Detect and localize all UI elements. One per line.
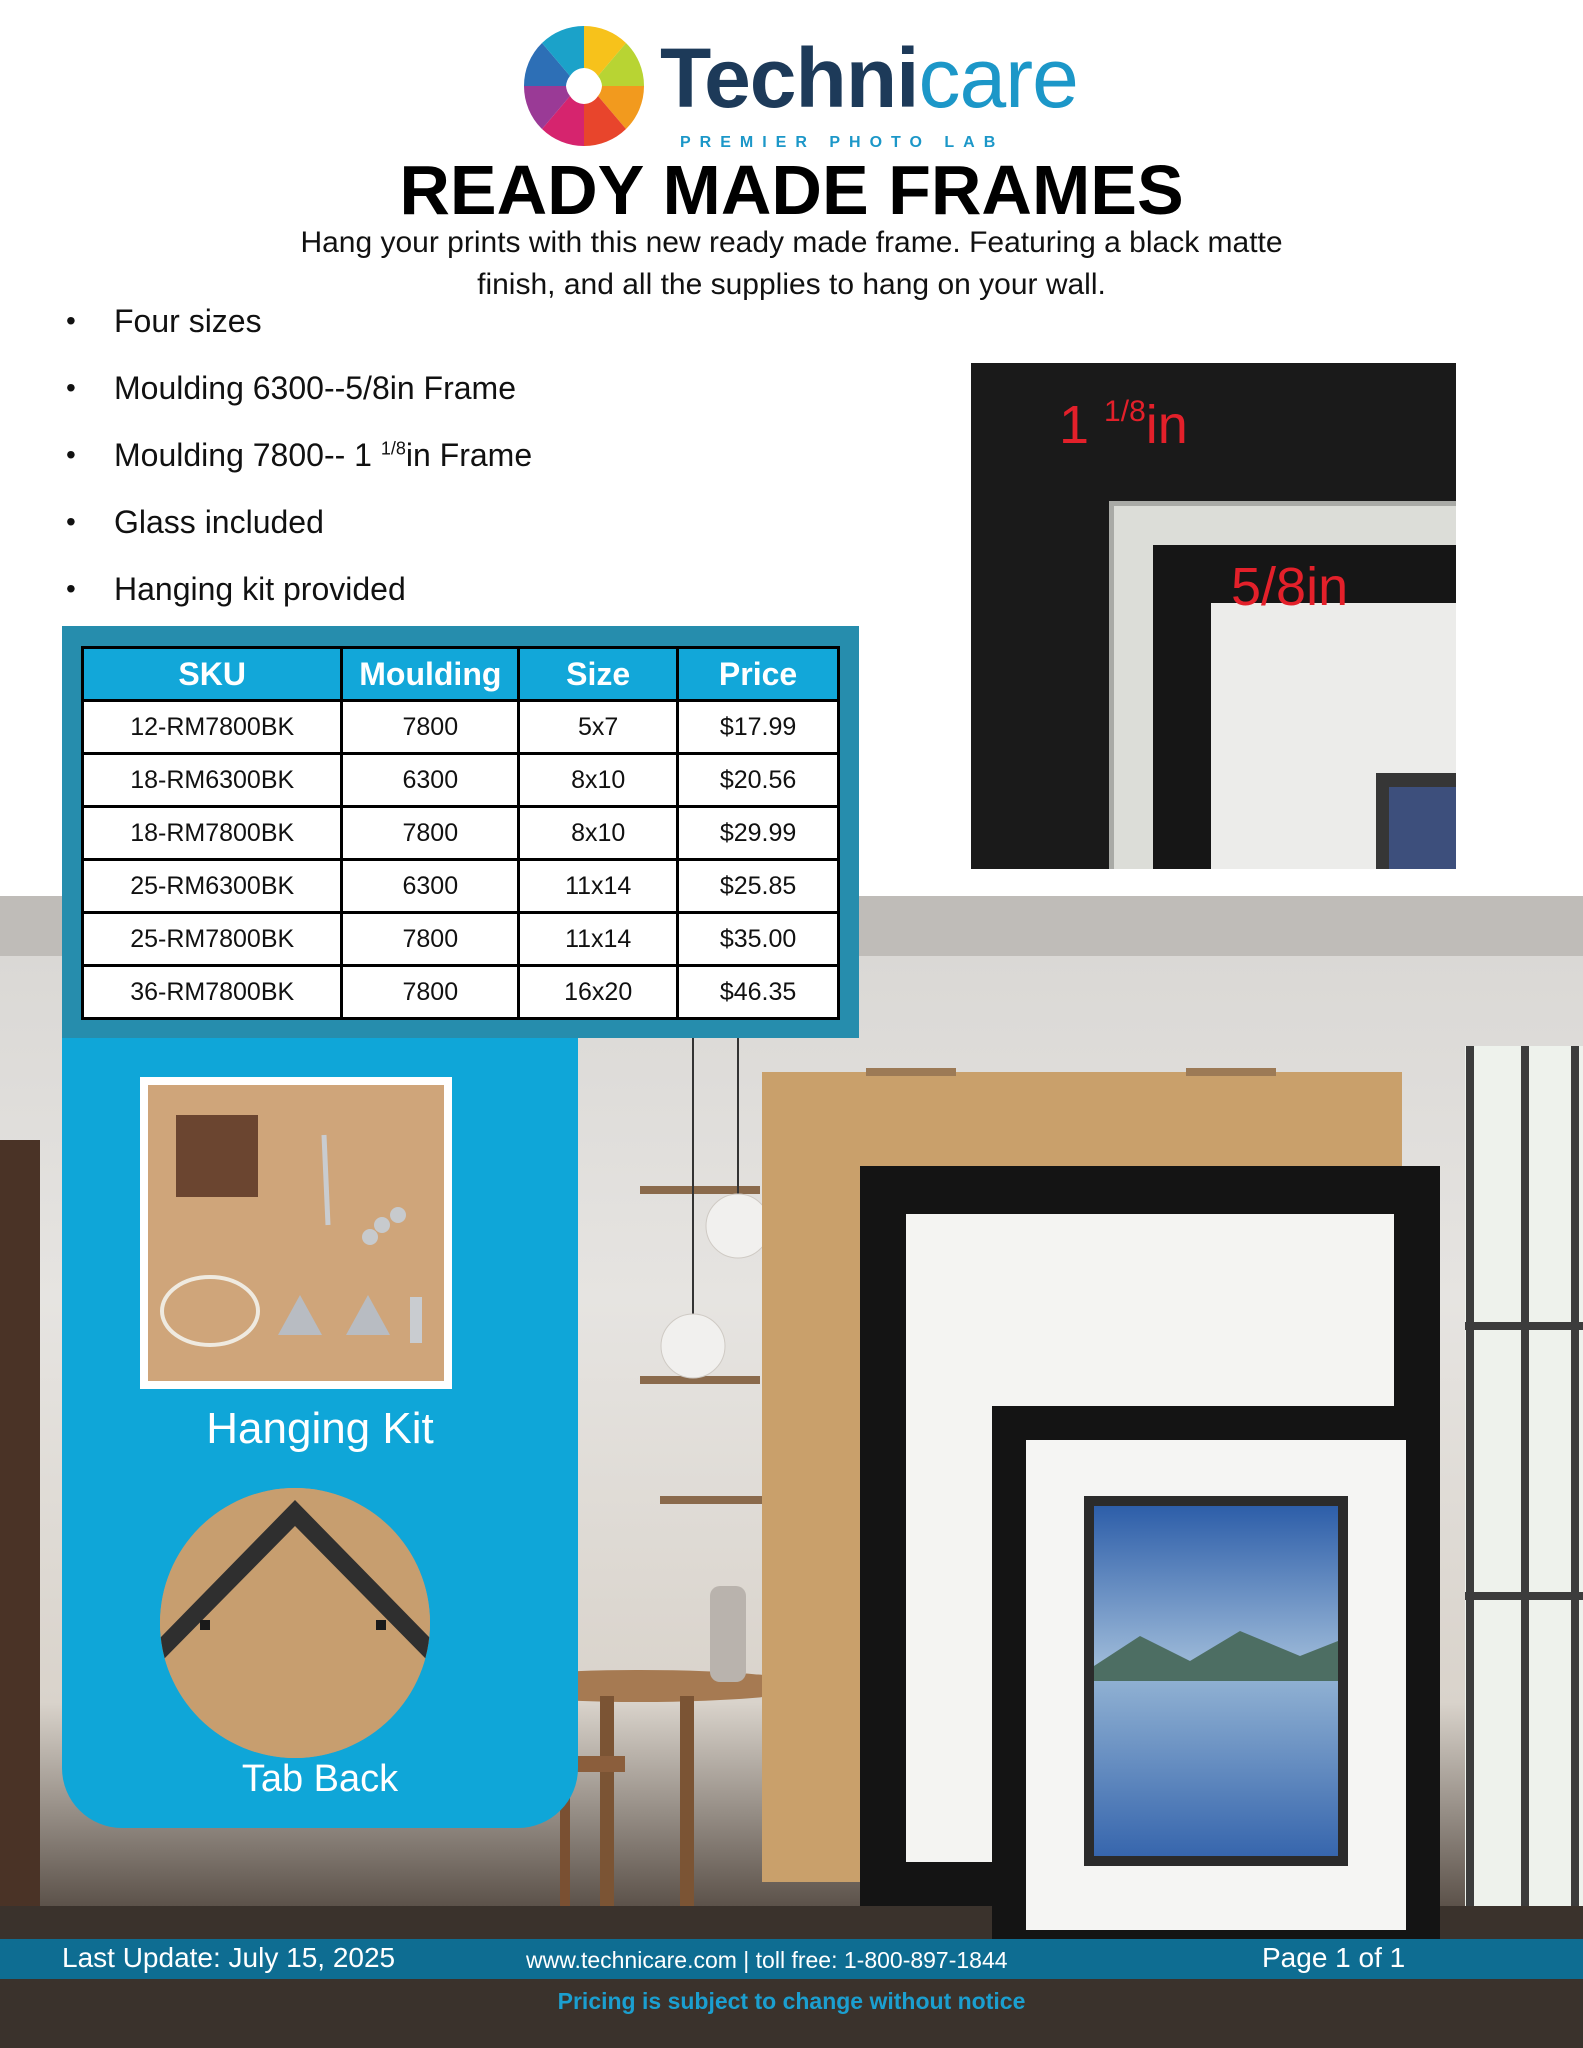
feature-item	[58, 298, 658, 365]
last-update-text: Last Update: July 15, 2025	[62, 1942, 396, 1973]
inner-photo	[1389, 787, 1456, 869]
price-cell: $35.00	[678, 913, 839, 966]
tab-back-label: Tab Back	[241, 1758, 399, 1800]
large-moulding-label: 1 $^{1/8}$in	[1059, 395, 1188, 455]
tab-back-photo	[160, 1488, 430, 1758]
pendant-lamp	[661, 1314, 725, 1378]
feature-fraction: 1/8	[380, 438, 406, 459]
screw	[374, 1217, 390, 1233]
moulding-cell: 7800	[342, 701, 519, 754]
sku-cell: 18-RM6300BK	[83, 754, 342, 807]
header-sku: SKU	[83, 648, 342, 701]
page-number: Page 1 of 1	[1262, 1942, 1406, 1973]
table-leg	[600, 1696, 614, 1936]
feature-text: Four sizes	[114, 303, 262, 339]
wood-panel	[0, 1140, 40, 1920]
sku-cell: 18-RM7800BK	[83, 807, 342, 860]
table-leg	[680, 1696, 694, 1936]
feature-text: Moulding 6300--5/8in Frame	[114, 370, 516, 406]
price-cell: $25.85	[678, 860, 839, 913]
size-cell: 11x14	[519, 860, 678, 913]
size-cell: 8x10	[519, 754, 678, 807]
frame-corner-illustration	[971, 363, 1456, 869]
tab-back-illustration	[160, 1488, 430, 1758]
technicare-logo	[520, 22, 1078, 151]
intro-text: Hang your prints with this new ready made frame. Featuring a black matte finish, and all the supplies to hang on your wall.	[300, 226, 1283, 301]
feature-item	[58, 566, 658, 633]
price-table-panel	[62, 626, 859, 1038]
size-cell: 11x14	[519, 913, 678, 966]
brand-name	[660, 31, 1078, 125]
size-cell: 5x7	[519, 701, 678, 754]
table-row	[83, 807, 839, 860]
vase	[710, 1586, 746, 1682]
feature-text: Hanging kit provided	[114, 571, 406, 607]
moulding-cell: 7800	[342, 913, 519, 966]
hanging-wire	[162, 1277, 258, 1345]
sku-cell: 12-RM7800BK	[83, 701, 342, 754]
sku-cell: 25-RM7800BK	[83, 913, 342, 966]
feature-item	[58, 365, 658, 432]
pricing-disclaimer: Pricing is subject to change without notice	[557, 1988, 1026, 2014]
hanging-kit-backdrop	[148, 1085, 444, 1381]
header-price: Price	[678, 648, 839, 701]
table-row	[83, 913, 839, 966]
moulding-cell: 7800	[342, 807, 519, 860]
hanging-kit-label: Hanging Kit	[206, 1404, 434, 1453]
shelf	[640, 1186, 760, 1194]
table-row	[83, 701, 839, 754]
feature-text-after: in Frame	[405, 437, 533, 473]
hanging-kit-photo	[140, 1077, 452, 1389]
feature-item	[58, 432, 658, 499]
table-row	[83, 966, 839, 1019]
header-moulding: Moulding	[342, 648, 519, 701]
price-cell: $20.56	[678, 754, 839, 807]
frame-corner-photo	[971, 363, 1456, 869]
table-row	[83, 754, 839, 807]
shelf	[660, 1496, 770, 1504]
moulding-cell: 6300	[342, 860, 519, 913]
size-cell: 8x10	[519, 807, 678, 860]
accessories-panel	[62, 1038, 578, 1828]
moulding-cell: 6300	[342, 754, 519, 807]
price-cell: $46.35	[678, 966, 839, 1019]
sawtooth-hanger	[1186, 1068, 1276, 1076]
price-cell: $29.99	[678, 807, 839, 860]
brand-tagline: PREMIER PHOTO LAB	[680, 134, 1005, 151]
sku-cell: 25-RM6300BK	[83, 860, 342, 913]
header-size: Size	[519, 648, 678, 701]
nail	[324, 1135, 328, 1225]
price-cell: $17.99	[678, 701, 839, 754]
feature-text: Glass included	[114, 504, 324, 540]
contact-text: www.technicare.com | toll free: 1-800-897-1844	[526, 1947, 1008, 1973]
sku-cell: 36-RM7800BK	[83, 966, 342, 1019]
flex-tab	[376, 1620, 386, 1630]
brand-name-part1: Techni	[660, 31, 919, 125]
feature-list	[58, 298, 658, 633]
page-title: READY MADE FRAMES	[399, 151, 1184, 229]
table-row	[83, 860, 839, 913]
size-cell: 16x20	[519, 966, 678, 1019]
table-header-row	[83, 648, 839, 701]
d-ring-hanger	[346, 1295, 390, 1335]
sawtooth-hanger	[866, 1068, 956, 1076]
felt-pad	[176, 1115, 258, 1197]
flex-tab	[200, 1620, 210, 1630]
screw	[362, 1229, 378, 1245]
moulding-cell: 7800	[342, 966, 519, 1019]
feature-item	[58, 499, 658, 566]
pendant-lamp	[706, 1194, 770, 1258]
screw	[390, 1207, 406, 1223]
feature-text-before: Moulding 7800-- 1	[114, 437, 381, 473]
small-moulding-label: 5/8in	[1231, 557, 1349, 617]
hanging-kit-illustration	[148, 1085, 444, 1381]
d-ring-hanger	[278, 1295, 322, 1335]
hook	[410, 1297, 422, 1343]
brand-name-part2: care	[918, 31, 1078, 125]
aperture-logo-icon	[520, 22, 648, 150]
price-table	[81, 646, 840, 1020]
